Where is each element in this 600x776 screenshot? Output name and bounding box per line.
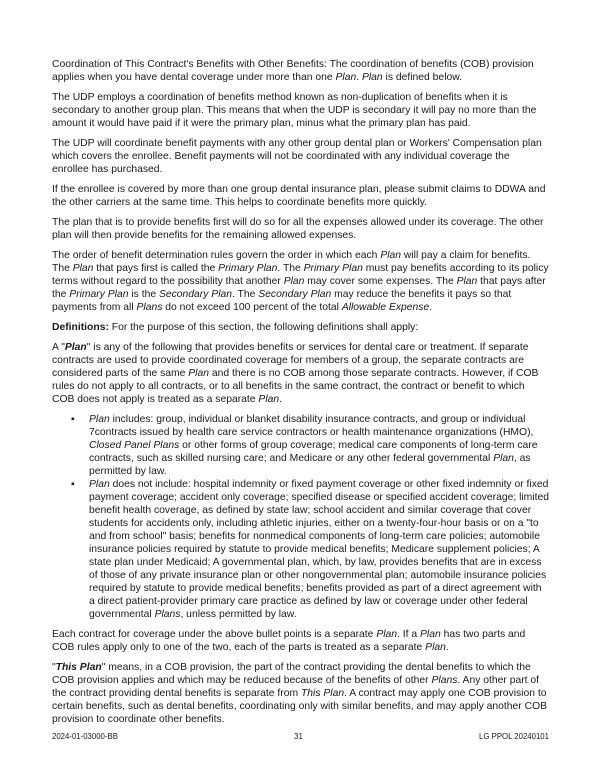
paragraph (52, 216, 549, 242)
emphasized-text: Plan (380, 250, 402, 261)
text-run: is the (128, 289, 159, 300)
emphasized-text: Plan (89, 479, 110, 490)
text-run: . (356, 72, 362, 83)
text-run: . (445, 642, 449, 653)
text-run: and there is no COB among those separate contracts. However, if COB rules do not apply to all contracts, or to all benefits in the same contract, the contract or benefit to which COB does not apply is treated as a separate (52, 368, 539, 405)
document-body (52, 58, 549, 733)
paragraph (52, 321, 549, 334)
paragraph (52, 137, 549, 176)
text-run: that pays after the (52, 276, 546, 300)
bullet-list (52, 413, 549, 621)
text-run: does not include: hospital indemnity or fixed payment coverage or other fixed indemnity or fixed payment coverage; accident only coverage; specified disease or specified accident coverage; limited benefit health coverage, as defined by state law; school accident and similar coverage that cover students for accidents only, including athletic injuries, either on a twenty-four-hour basis or on a "to and from school" basis; benefits for nonmedical components of long-term care policies; automobile insurance policies required by statute to provide medical benefits; Medicare supplement policies; A state plan under Medicaid; A governmental plan, which, by law, provides benefits that are in excess of those of any private insurance plan or other nongovernmental plan; automobile insurance policies required by statute to provide medical benefits; benefits provided as part of a direct agreement with a direct patient-provider primary care practice as defined by law or coverage under other federal governmental (89, 479, 549, 620)
emphasized-text: Plans (431, 675, 458, 686)
paragraph (52, 661, 549, 726)
text-run: . The (277, 263, 304, 274)
text-run: . If a (397, 629, 421, 640)
emphasized-text: Primary Plan (303, 263, 363, 274)
paragraph (52, 249, 549, 314)
emphasized-text: Closed Panel Plans (89, 440, 180, 451)
emphasized-text: Plans (154, 609, 181, 620)
text-run: . The (232, 289, 259, 300)
emphasized-text: Plan (361, 72, 383, 83)
text-run: . (279, 394, 282, 405)
text-run: or other forms of group coverage; medical care components of long-term care contracts, such as skilled nursing care; and Medicare or any other federal governmental (89, 440, 538, 464)
emphasized-text: Primary Plan (69, 289, 129, 300)
text-run: that pays first is called the (93, 263, 219, 274)
list-item (52, 478, 549, 621)
text-run: do not exceed 100 percent of the total (162, 302, 342, 313)
emphasized-text: Plan (258, 394, 280, 405)
text-run: includes: group, individual or blanket disability insurance contracts, and group or individual 7contracts issued by health care service contractors or health maintenance organizations (HMO), (89, 414, 534, 438)
emphasized-text: Definitions: (52, 322, 109, 333)
text-run: The plan that is to provide benefits first will do so for all the expenses allowed under its coverage. The other plan will then provide benefits for the remaining allowed expenses. (52, 217, 544, 241)
text-run: " (52, 662, 56, 673)
bullet-icon: ▪ (71, 414, 75, 425)
text-run: , as permitted by law. (89, 453, 531, 477)
page-number: 31 (294, 732, 303, 741)
text-run: The order of benefit determination rules govern the order in which each (52, 250, 381, 261)
text-run: . A contract may apply one COB provision to certain benefits, such as dental benefits, coordinating only with similar benefits, and may apply another COB provision to coordinate other benefits. (52, 688, 548, 725)
emphasized-text: This Plan (300, 688, 345, 699)
form-code: LG PPOL 20240101 (479, 732, 549, 741)
emphasized-text: Plan (64, 342, 87, 353)
emphasized-text: Plan (425, 642, 446, 653)
text-run: has two parts and COB rules apply only to one of the two, each of the parts is treated as a separate (52, 629, 526, 653)
text-run: , unless permitted by law. (180, 609, 297, 620)
text-run: may reduce the benefits it pays so that payments from all (52, 289, 512, 313)
emphasized-text: Allowable Expense (341, 302, 430, 313)
emphasized-text: Plan (283, 276, 305, 287)
text-run: For the purpose of this section, the following definitions shall apply: (108, 322, 419, 333)
paragraph (52, 628, 549, 654)
text-run: " is any of the following that provides benefits or services for dental care or treatment. If separate contracts are used to provide coordinated coverage for members of a group, the separate contracts are considered parts of the same (52, 342, 529, 379)
text-run: . Any other part of the contract providing dental benefits is separate from (52, 675, 540, 699)
paragraph (52, 91, 549, 130)
text-run: Coordination of This Contract's Benefits with Other Benefits: The coordination of benefits (COB) provision applies when you have dental coverage under more than one (52, 59, 534, 83)
text-run: " means, in a COB provision, the part of the contract providing the dental benefits to which the COB provision applies and which may be reduced because of the benefits of other (52, 662, 531, 686)
emphasized-text: Plan (376, 629, 398, 640)
text-run: will pay a claim for benefits. The (52, 250, 531, 274)
emphasized-text: Plan (188, 368, 209, 379)
emphasized-text: This Plan (55, 662, 102, 673)
emphasized-text: Plan (420, 629, 441, 640)
text-run: A " (52, 342, 65, 353)
emphasized-text: Secondary Plan (258, 289, 332, 300)
text-run: . (429, 302, 433, 313)
emphasized-text: Plan (72, 263, 94, 274)
text-run: If the enrollee is covered by more than one group dental insurance plan, please submit claims to DDWA and the other carriers at the same time. This helps to coordinate benefits more quickly. (52, 184, 546, 208)
emphasized-text: Plans (136, 302, 163, 313)
paragraph (52, 341, 549, 406)
document-code: 2024-01-03000-BB (52, 732, 118, 741)
list-item (52, 413, 549, 478)
text-run: The UDP will coordinate benefit payments with any other group dental plan or Workers' Compensation plan which covers the enrollee. Benefit payments will not be coordinated with any individual coverage the enrollee has purchased. (52, 138, 542, 175)
text-run: The UDP employs a coordination of benefits method known as non-duplication of benefits when it is secondary to another group plan. This means that when the UDP is secondary it will pay no more than the amount it would have paid if it were the primary plan, minus what the primary plan has paid. (52, 92, 537, 129)
emphasized-text: Primary Plan (218, 263, 278, 274)
text-run: Each contract for coverage under the above bullet points is a separate (52, 629, 377, 640)
emphasized-text: Plan (89, 414, 110, 425)
bullet-icon: ▪ (71, 479, 75, 490)
emphasized-text: Plan (456, 276, 478, 287)
paragraph (52, 183, 549, 209)
emphasized-text: Plan (493, 453, 514, 464)
emphasized-text: Plan (335, 72, 357, 83)
text-run: is defined below. (382, 72, 463, 83)
emphasized-text: Secondary Plan (158, 289, 232, 300)
text-run: must pay benefits according to its policy terms without regard to the possibility that another (52, 263, 549, 287)
text-run: may cover some expenses. The (304, 276, 457, 287)
paragraph (52, 58, 549, 84)
page-footer (52, 732, 549, 741)
